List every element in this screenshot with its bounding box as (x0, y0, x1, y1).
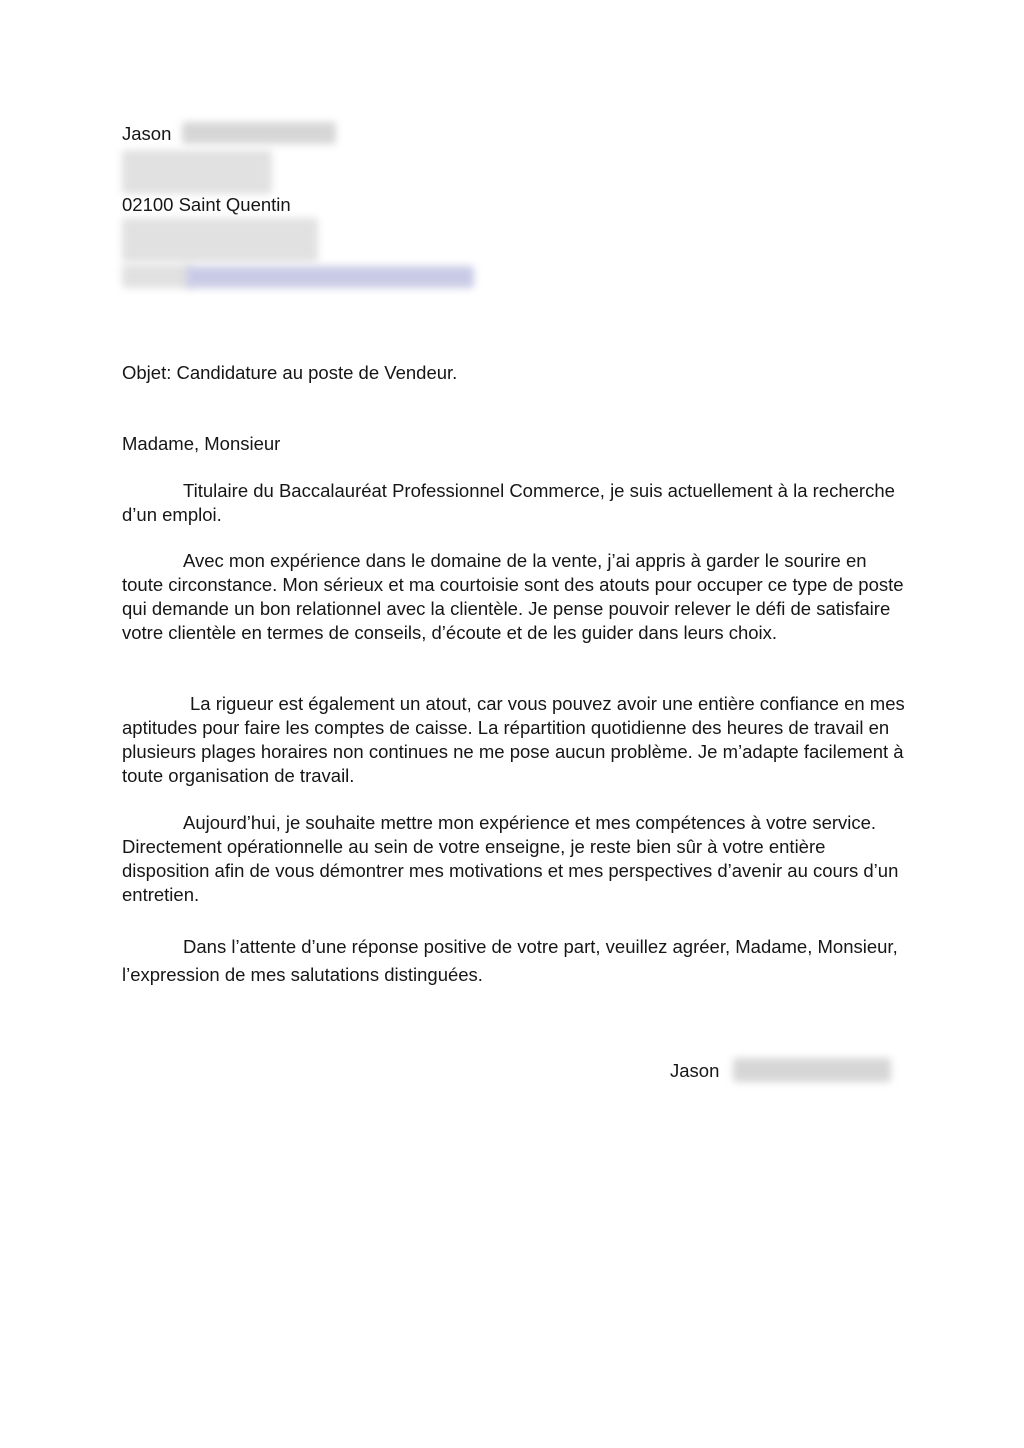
paragraph-5: Dans l’attente d’une réponse positive de votre part, veuillez agréer, Madame, Monsieur, l’expression de mes salutations distinguées. (122, 936, 898, 985)
paragraph-3: La rigueur est également un atout, car vous pouvez avoir une entière confiance en mes aptitudes pour faire les comptes de caisse. La répartition quotidienne des heures de travail en plusieurs plages horaires non continues ne me pose aucun problème. Je m’adapte facilement à toute organisation de travail. (122, 693, 905, 786)
paragraph-2: Avec mon expérience dans le domaine de la vente, j’ai appris à garder le sourire en toute circonstance. Mon sérieux et ma courtoisie sont des atouts pour occuper ce type de poste qui demande un bon relationnel avec la clientèle. Je pense pouvoir relever le défi de satisfaire votre clientèle en termes de conseils, d’écoute et de les guider dans leurs choix. (122, 550, 904, 643)
redacted-email-label (122, 264, 192, 288)
redacted-street-address (122, 150, 272, 194)
paragraph-1: Titulaire du Baccalauréat Professionnel Commerce, je suis actuellement à la recherche d’un emploi. (122, 480, 895, 525)
sender-city-line: 02100 Saint Quentin (122, 194, 291, 215)
sender-first-name: Jason (122, 123, 172, 144)
redacted-phone (122, 218, 318, 262)
redacted-email-link (186, 266, 474, 288)
redacted-signature-surname (733, 1058, 891, 1082)
signature-first-name: Jason (670, 1060, 720, 1081)
redacted-sender-surname (182, 122, 336, 144)
salutation: Madame, Monsieur (122, 433, 281, 454)
paragraph-4: Aujourd’hui, je souhaite mettre mon expérience et mes compétences à votre service. Directement opérationnelle au sein de votre enseigne, je reste bien sûr à votre entière disposition afin de vous démontrer mes motivations et mes perspectives d’avenir au cours d’un entretien. (122, 812, 899, 905)
subject-line: Objet: Candidature au poste de Vendeur. (122, 362, 458, 383)
